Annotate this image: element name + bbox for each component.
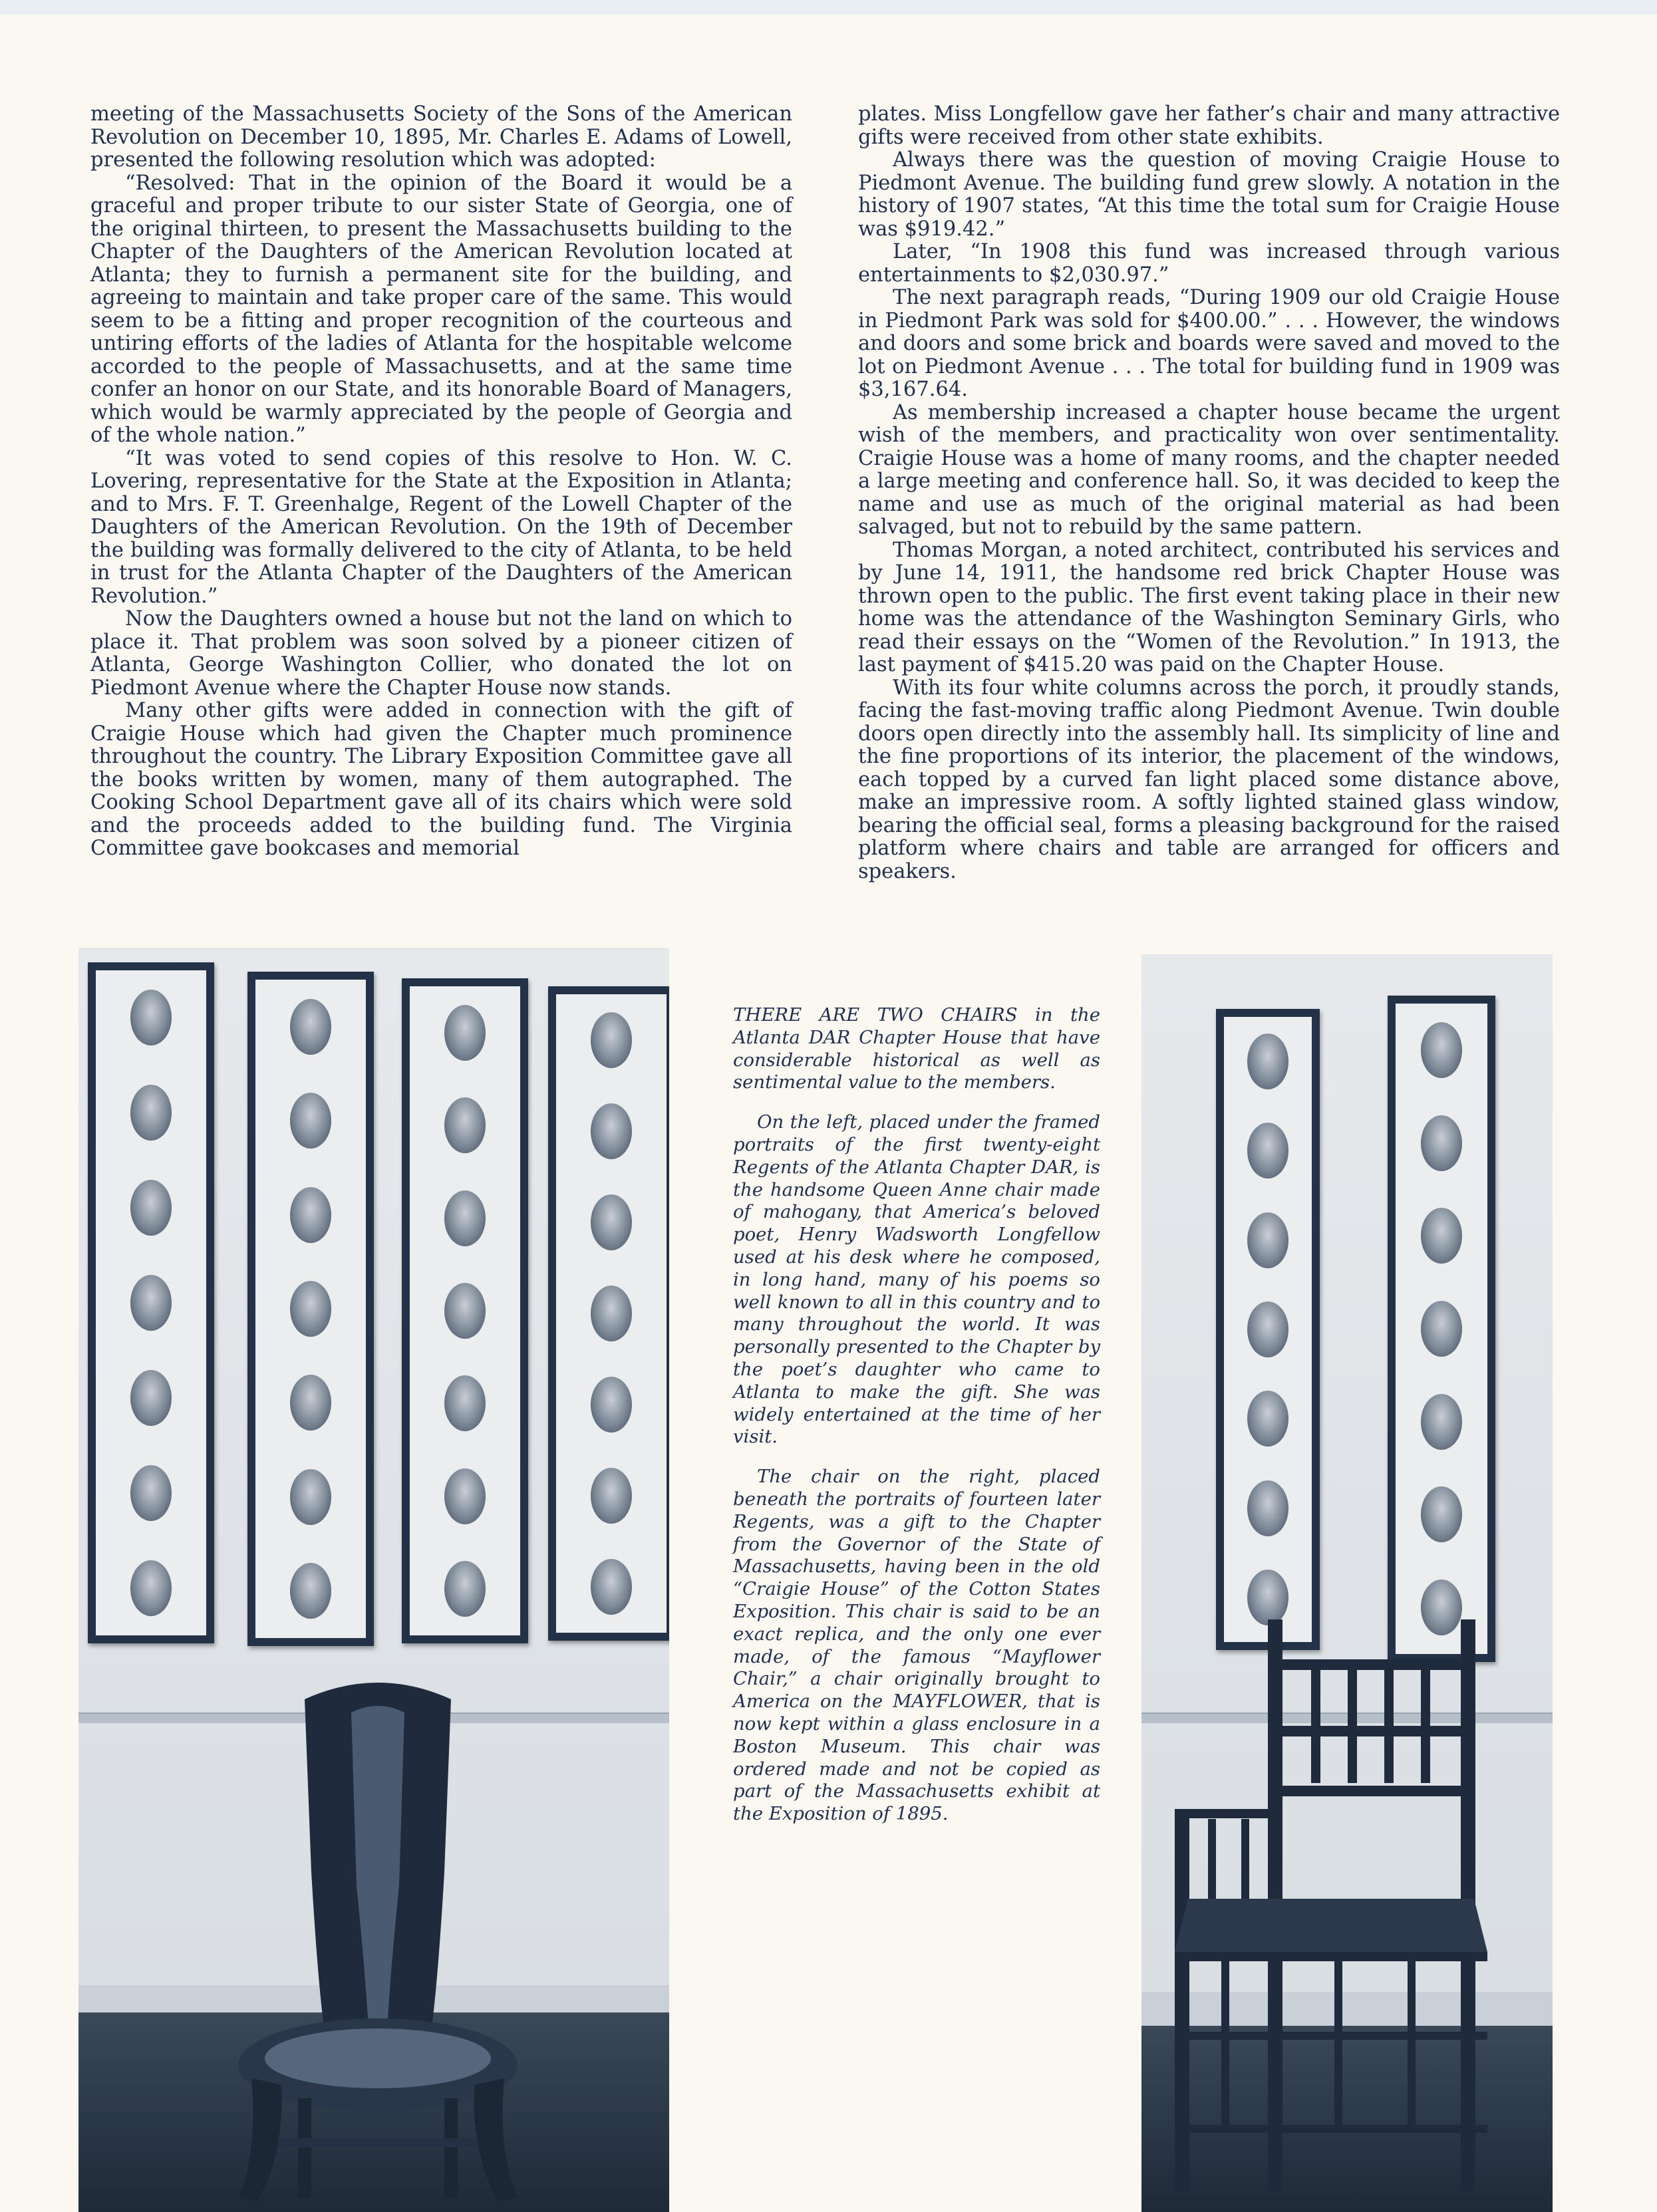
paragraph: With its four white columns across the porch, it proudly stands, facing the fast-moving traffic along Piedmont Avenue. Twin double doors open directly into the assembly hall. Its simplicity of line and the fine proportions of its interior, the placement of the windows, each topped by a curved fan light placed some distance above, make an impressive room. A softly lighted stained glass window, bearing the official seal, forms a pleasing background for the raised platform where chairs and table are arranged for officers and speakers. — [858, 676, 1560, 883]
portrait-oval — [290, 1563, 331, 1619]
portrait-frame — [402, 978, 528, 1643]
paragraph: “It was voted to send copies of this resolve to Hon. W. C. Lovering, representative for the State at the Exposition in Atlanta; and to Mrs. F. T. Greenhalge, Regent of the Lowell Chapter of the Daughters of the American Revolution. On the 19th of December the building was formally delivered to the city of Atlanta, to be held in trust for the Atlanta Chapter of the Daughters of the American Revolution.” — [90, 446, 792, 608]
portrait-oval — [1421, 1208, 1462, 1264]
portrait-oval — [130, 1275, 172, 1331]
photo-caption — [733, 1004, 1100, 1843]
portrait-oval — [591, 1377, 632, 1433]
scan-top-edge — [0, 0, 1657, 15]
portrait-oval — [591, 1468, 632, 1524]
portrait-oval — [290, 1187, 331, 1243]
portrait-oval — [1247, 1212, 1288, 1268]
portrait-oval — [130, 1465, 172, 1521]
portrait-oval — [1421, 1115, 1462, 1171]
queen-anne-chair-image — [225, 1673, 531, 2211]
portrait-oval — [591, 1012, 632, 1068]
portrait-oval — [290, 1375, 331, 1431]
photo-longfellow-chair — [78, 948, 669, 2212]
portrait-oval — [444, 1005, 486, 1061]
portrait-oval — [290, 999, 331, 1055]
portrait-oval — [444, 1283, 486, 1339]
paragraph: The next paragraph reads, “During 1909 our old Craigie House in Piedmont Park was sold for $400.00.” . . . However, the windows and doors and some brick and boards were saved and moved to the lot on Piedmont Avenue . . . The total for building fund in 1909 was $3,167.64. — [858, 286, 1560, 401]
portrait-oval — [130, 1560, 172, 1616]
portrait-oval — [1421, 1022, 1462, 1078]
portrait-oval — [444, 1468, 486, 1524]
portrait-oval — [290, 1093, 331, 1149]
portrait-oval — [1421, 1394, 1462, 1450]
paragraph: Now the Daughters owned a house but not the land on which to place it. That problem was soon solved by a pioneer citizen of Atlanta, George Washington Collier, who donated the lot on Piedmont Avenue where the Chapter House now stands. — [90, 607, 792, 700]
portrait-frame — [548, 986, 669, 1641]
mayflower-chair-image — [1168, 1619, 1514, 2205]
portrait-oval — [1247, 1123, 1288, 1178]
portrait-oval — [130, 1085, 172, 1141]
portrait-oval — [1421, 1301, 1462, 1357]
portrait-frame — [247, 972, 374, 1646]
paragraph: Later, “In 1908 this fund was increased through various entertainments to $2,030.97.” — [858, 240, 1560, 287]
caption-paragraph: The chair on the right, placed beneath the portraits of fourteen later Regents, was a gift to the Chapter from the Governor of the State of Massachusetts, having been in the old “Craigie House” of the Cotton States Exposition. This chair is said to be an exact replica, and the only one ever made, of the famous “Mayflower Chair,” a chair originally brought to America on the MAYFLOWER, that is now kept within a glass enclosure in a Boston Museum. This chair was ordered made and not be copied as part of the Massachusetts exhibit at the Exposition of 1895. — [733, 1466, 1100, 1825]
paragraph: Thomas Morgan, a noted architect, contributed his services and by June 14, 1911, the handsome red brick Chapter House was thrown open to the public. The first event taking place in their new home was the attendance of the Washington Seminary Girls, who read their essays on the “Women of the Revolution.” In 1913, the last payment of $415.20 was paid on the Chapter House. — [858, 538, 1560, 676]
portrait-oval — [1247, 1302, 1288, 1357]
paragraph: Many other gifts were added in connection with the gift of Craigie House which had given the Chapter much prominence throughout the country. The Library Exposition Committee gave all the books written by women, many of them autographed. The Cooking School Department gave all of its chairs which were sold and the proceeds added to the building fund. The Virginia Committee gave bookcases and memorial — [90, 699, 792, 860]
portrait-oval — [130, 1370, 172, 1426]
portrait-oval — [591, 1559, 632, 1615]
portrait-frame — [1388, 996, 1495, 1662]
portrait-oval — [591, 1103, 632, 1159]
portrait-oval — [444, 1097, 486, 1153]
caption-paragraph: On the left, placed under the framed portraits of the first twenty-eight Regents of the Atlanta Chapter DAR, is the handsome Queen Anne chair made of mahogany, that America’s beloved poet, Henry Wadsworth Longfellow used at his desk where he composed, in long hand, many of his poems so well known to all in this country and to many throughout the world. It was personally presented to the Chapter by the poet’s daughter who came to Atlanta to make the gift. She was widely entertained at the time of her visit. — [733, 1111, 1100, 1448]
paragraph: As membership increased a chapter house became the urgent wish of the members, and practicality won over sentimentality. Craigie House was a home of many rooms, and the chapter needed a large meeting and conference hall. So, it was decided to keep the name and use as much of the original material as had been salvaged, but not to rebuild by the same pattern. — [858, 400, 1560, 539]
portrait-oval — [444, 1375, 486, 1431]
photo-mayflower-chair — [1141, 954, 1553, 2212]
right-text-column — [858, 103, 1560, 883]
portrait-oval — [1247, 1034, 1288, 1089]
portrait-oval — [444, 1190, 486, 1246]
portrait-oval — [591, 1194, 632, 1250]
portrait-oval — [290, 1469, 331, 1525]
portrait-oval — [1247, 1391, 1288, 1447]
paragraph: plates. Miss Longfellow gave her father’s chair and many attractive gifts were received from other state exhibits. — [858, 102, 1560, 149]
portrait-oval — [290, 1281, 331, 1337]
portrait-frame — [1216, 1009, 1320, 1650]
paragraph: meeting of the Massachusetts Society of the Sons of the American Revolution on December 10, 1895, Mr. Charles E. Adams of Lowell, presented the following resolution which was adopted: — [90, 102, 792, 172]
portrait-oval — [1421, 1486, 1462, 1542]
portrait-frame — [88, 962, 214, 1643]
paragraph: Always there was the question of moving Craigie House to Piedmont Avenue. The building fund grew slowly. A notation in the history of 1907 states, “At this time the total sum for Craigie House was $919.42.” — [858, 148, 1560, 241]
portrait-oval — [591, 1286, 632, 1341]
portrait-oval — [444, 1561, 486, 1617]
portrait-oval — [1247, 1480, 1288, 1536]
portrait-oval — [130, 1180, 172, 1236]
caption-paragraph: THERE ARE TWO CHAIRS in the Atlanta DAR Chapter House that have considerable historical as well as sentimental value to the members. — [733, 1004, 1100, 1093]
left-text-column — [90, 103, 792, 861]
portrait-oval — [1247, 1570, 1288, 1625]
portrait-oval — [130, 990, 172, 1045]
paragraph: “Resolved: That in the opinion of the Board it would be a graceful and proper tribute to our sister State of Georgia, one of the original thirteen, to present the Massachusetts building to the Chapter of the Daughters of the American Revolution located at Atlanta; they to furnish a permanent site for the building, and agreeing to maintain and take proper care of the same. This would seem to be a fitting and proper recognition of the courteous and untiring efforts of the ladies of Atlanta for the hospitable welcome accorded to the people of Massachusetts, and at the same time confer an honor on our State, and its honorable Board of Managers, which would be warmly appreciated by the people of Georgia and of the whole nation.” — [90, 171, 792, 447]
